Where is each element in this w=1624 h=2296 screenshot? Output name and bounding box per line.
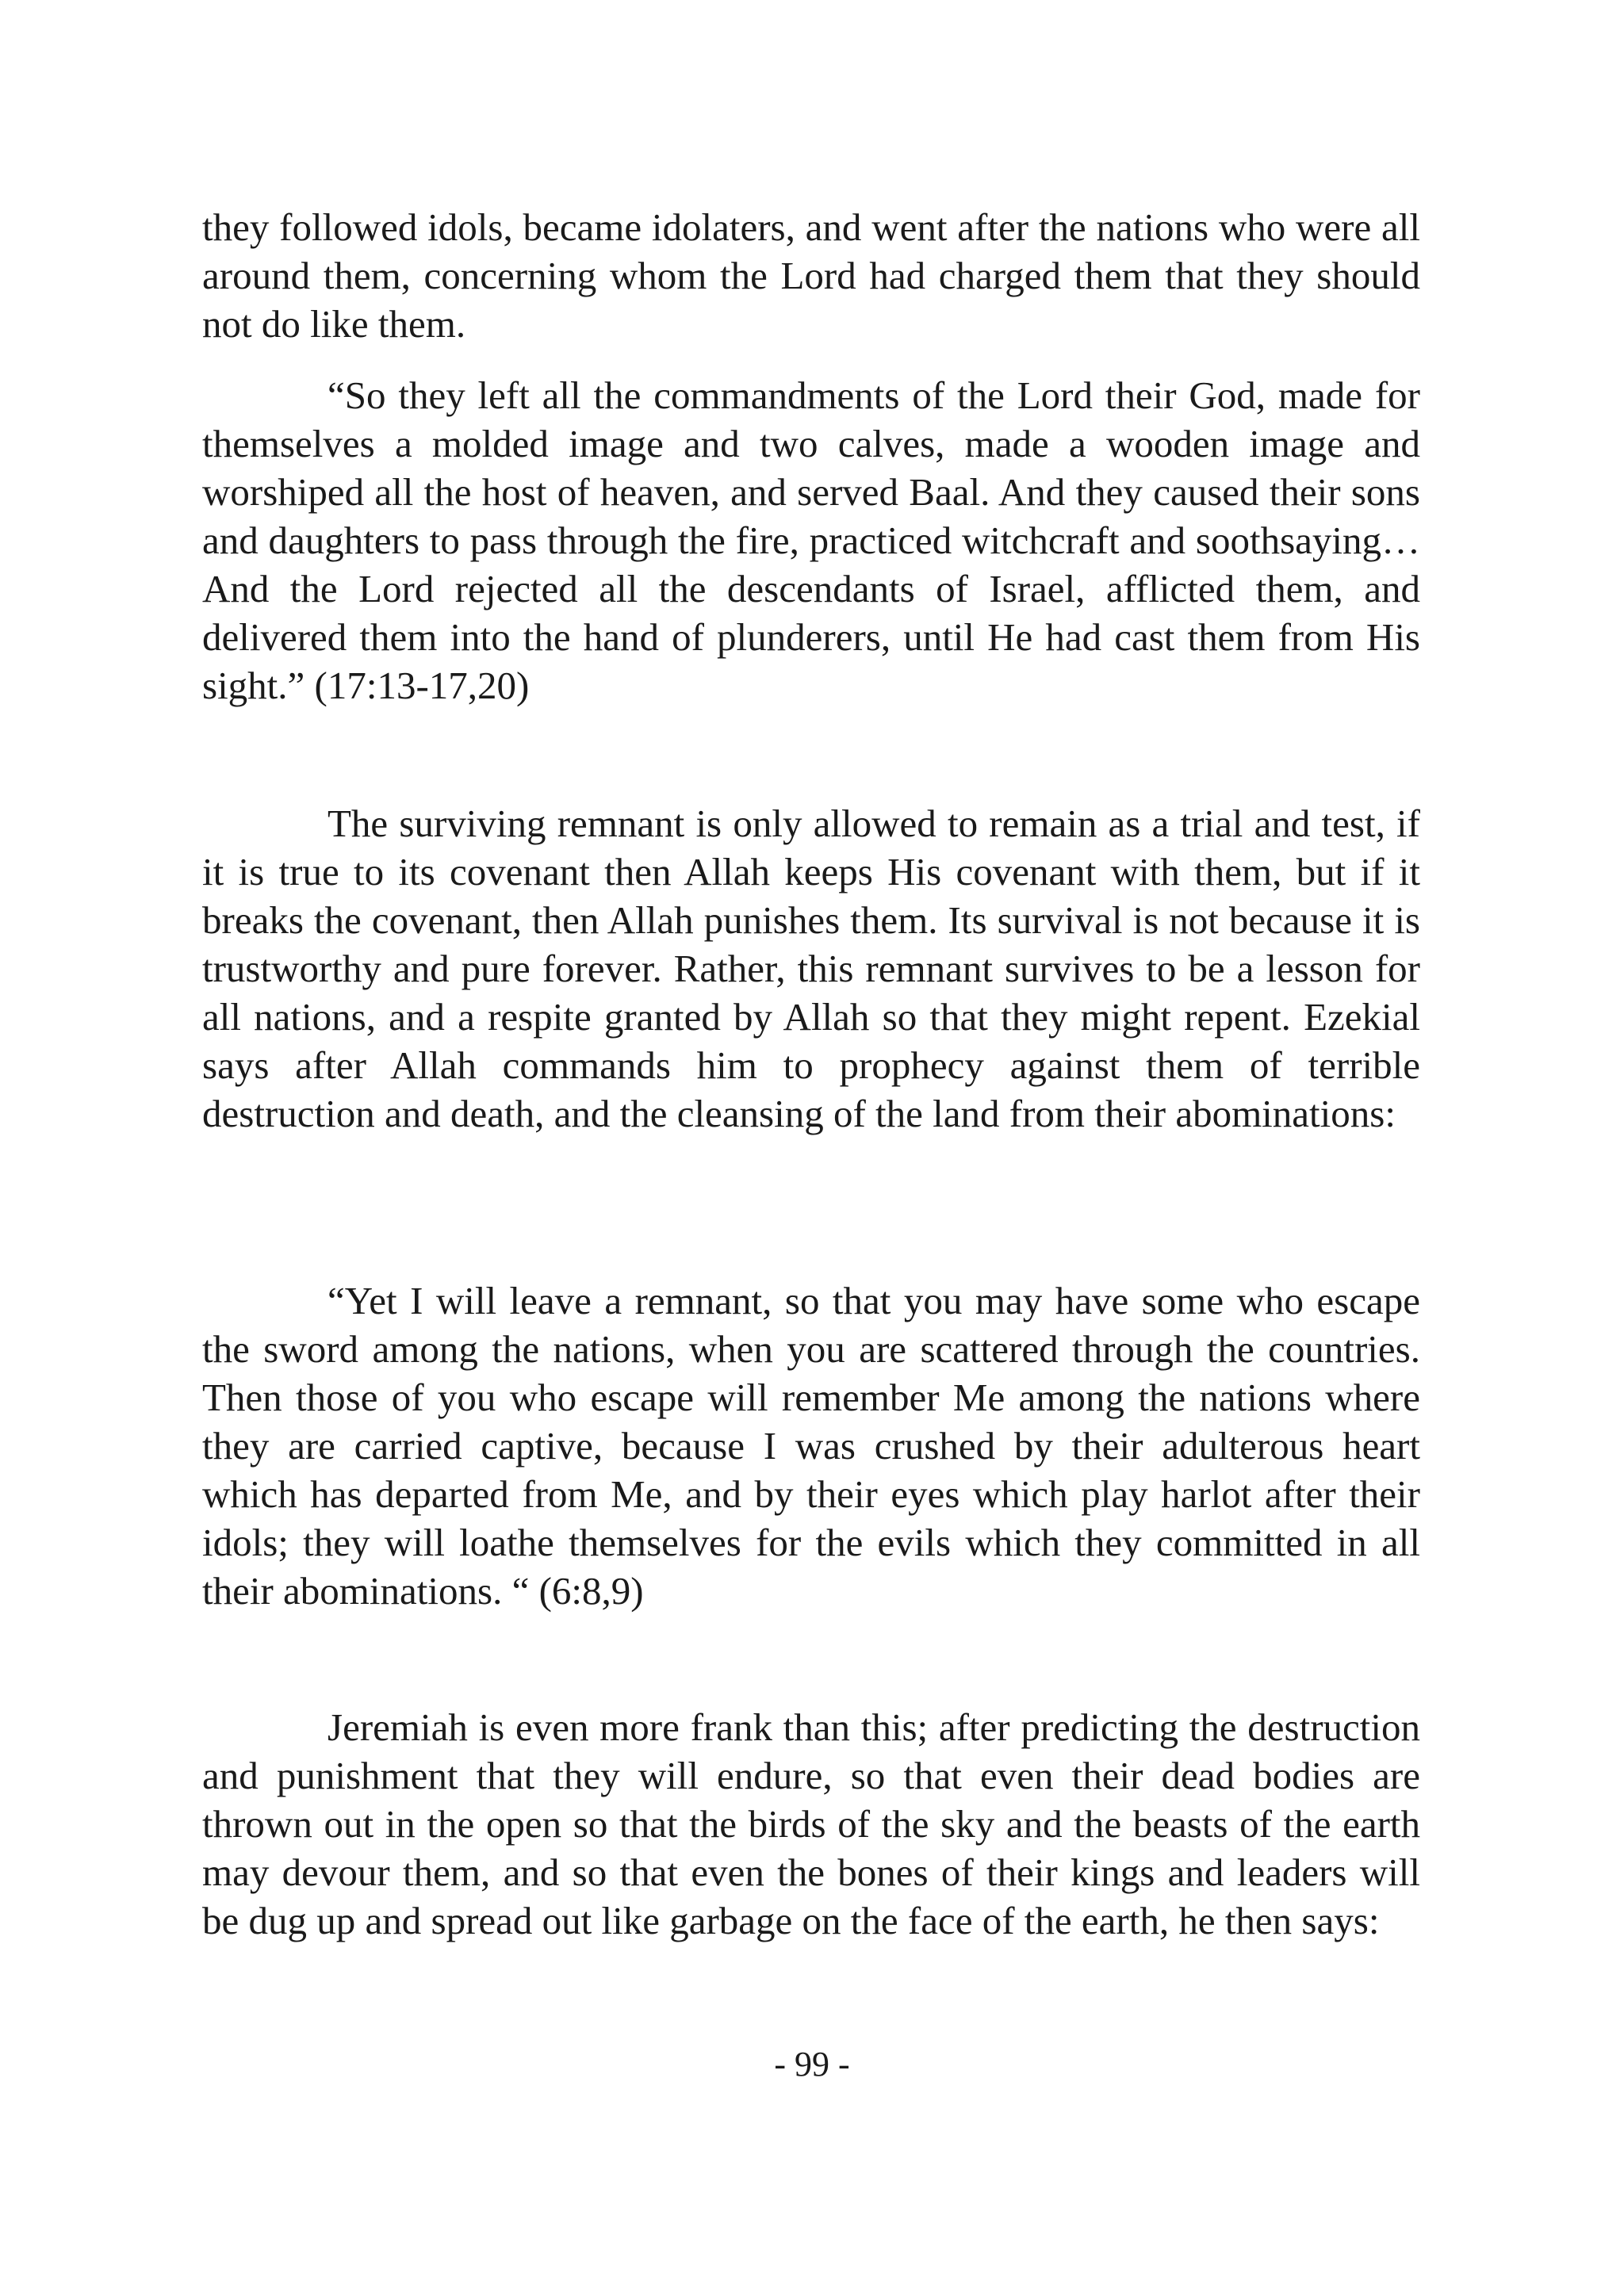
paragraph-continuation: they followed idols, became idolaters, and went after the nations who were all around them, concerning whom the Lord had charged them that they should not do like them. bbox=[202, 205, 1420, 346]
paragraph-quote-kings: “So they left all the commandments of the Lord their God, made for themselves a molded image and two calves, made a wooden image and worshiped all the host of heaven, and served Baal. And they caused their sons and daughters to pass through the fire, practiced witchcraft and soothsaying… And the Lord rejected all the descendants of Israel, afflicted them, and delivered them into the hand of plunderers, until He had cast them from His sight.” (17:13-17,20) bbox=[202, 373, 1420, 707]
page-number: - 99 - bbox=[774, 2045, 850, 2084]
paragraph-surviving-remnant: The surviving remnant is only allowed to remain as a trial and test, if it is true to its covenant then Allah keeps His covenant with them, but if it breaks the covenant, then Allah punishes them. Its survival is not because it is trustworthy and pure forever. Rather, this remnant survives to be a lesson for all nations, and a respite granted by Allah so that they might repent. Ezekial says after Allah commands him to prophecy against them of terrible destruction and death, and the cleansing of the land from their abominations: bbox=[202, 802, 1420, 1135]
paragraph-jeremiah: Jeremiah is even more frank than this; after predicting the destruction and punishment that they will endure, so that even their dead bodies are thrown out in the open so that the birds of the sky and the beasts of the earth may devour them, and so that even the bones of their kings and leaders will be dug up and spread out like garbage on the face of the earth, he then says: bbox=[202, 1705, 1420, 1942]
paragraph-quote-ezekiel: “Yet I will leave a remnant, so that you may have some who escape the sword among the nations, when you are scattered through the countries. Then those of you who escape will remember Me among the nations where they are carried captive, because I was crushed by their adulterous heart which has departed from Me, and by their eyes which play harlot after their idols; they will loathe themselves for the evils which they committed in all their abominations. “ (6:8,9) bbox=[202, 1279, 1420, 1613]
